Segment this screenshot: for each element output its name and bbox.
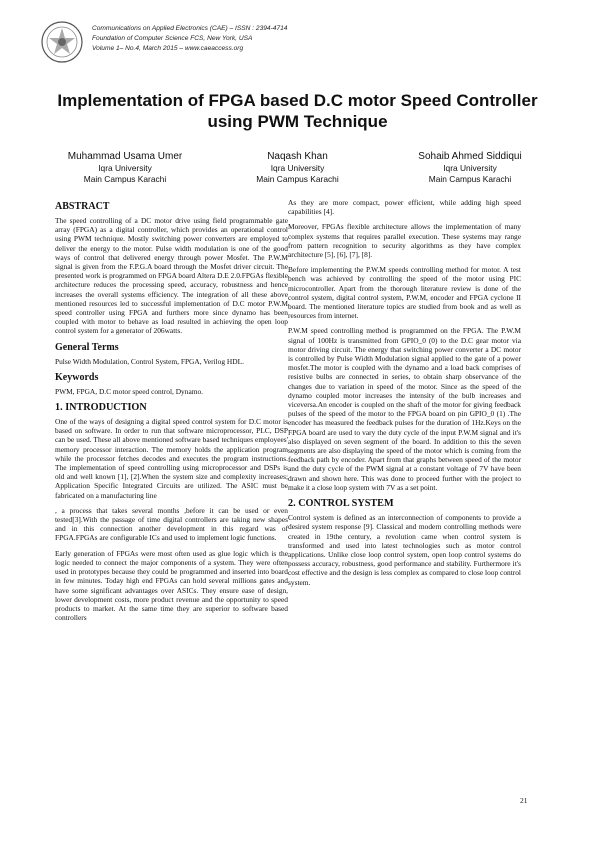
journal-line-2: Foundation of Computer Science FCS, New York, USA xyxy=(92,35,253,42)
author-1 xyxy=(40,151,210,185)
page-number: 21 xyxy=(520,796,528,805)
introduction-paragraph-1: One of the ways of designing a digital speed control system for D.C motor is based on software. In order to run that software microprocessor, PLC, DSP can be used. These all above mentioned software based techniques employees' memory processor interaction. The memory holds the application program while the processor fetches decodes and executes the program instructions. The implementation of speed controlling using microprocessor and DSPs is old and well known [1], [2].When the system size and complexity increases; Application Specific Integrated Circuits are utilized. The ASIC must be fabricated on a manufacturing line xyxy=(55,417,288,500)
paper-title: Implementation of FPGA based D.C motor Speed Controller using PWM Technique xyxy=(57,91,538,131)
abstract-heading: ABSTRACT xyxy=(55,201,110,212)
control-system-text: Control system is defined as an interconnection of components to provide a desired system response [9]. Classical and modern controlling methods were created in 19the century, a revolution came when control system is transformed and used into latest technologies such as motor control applications. Unlike close loop control system, open loop control systems do possess accuracy, robustness, good performance and stability. Furthermore it's cost effective and the design is less complex as compared to close loop control system. xyxy=(288,513,521,587)
left-column xyxy=(55,199,288,628)
right-paragraph-1: As they are more compact, power efficient, while adding high speed capabilities [4]. xyxy=(288,198,521,217)
author-campus: Main Campus Karachi xyxy=(428,174,512,184)
author-list xyxy=(40,151,555,185)
author-3 xyxy=(385,151,555,185)
keywords-text: PWM, FPGA, D.C motor speed control, Dynamo. xyxy=(55,386,204,396)
author-name: Naqash Khan xyxy=(267,151,328,162)
introduction-heading: 1. INTRODUCTION xyxy=(55,402,147,414)
journal-header xyxy=(40,20,440,72)
author-affiliation: Iqra University xyxy=(443,163,497,173)
author-name: Sohaib Ahmed Siddiqui xyxy=(418,151,522,162)
introduction-paragraph-2: , a process that takes several months ,before it can be used or even tested[3].With the passage of time digital controllers are taking new shapes and in this connection another development in this regard was of FPGA.FPGAs are configurable ICs and used to implement logic functions. xyxy=(55,505,288,543)
introduction-paragraph-3: Early generation of FPGAs were most often used as glue logic which is the logic needed to connect the major components of a system. They were often used in prototypes because they could be programmed and inserted into board in few minutes. Today high end FPGAs can hold several millions gates and have some significant advantages over ASICs. They ensure ease of design, lower development costs, more product revenue and the opportunity to speed products to market. At the same time they are superior to software based controllers xyxy=(55,548,288,623)
author-affiliation: Iqra University xyxy=(270,163,325,173)
author-campus: Main Campus Karachi xyxy=(256,174,339,184)
author-2 xyxy=(213,151,383,185)
control-system-heading: 2. CONTROL SYSTEM xyxy=(288,498,394,510)
journal-logo-icon xyxy=(40,20,84,64)
right-paragraph-2: Moreover, FPGAs flexible architecture allows the implementation of many complex systems that requires parallel execution. These systems may range from pattern recognition to security algorithms as they have complex architecture [5], [6], [7], [8]. xyxy=(288,222,521,260)
right-column xyxy=(288,198,521,593)
author-affiliation: Iqra University xyxy=(98,163,152,173)
journal-line-1: Communications on Applied Electronics (CAE) – ISSN : 2394-4714 xyxy=(92,25,288,32)
abstract-text: The speed controlling of a DC motor drive using field programmable gate array (FPGA) as a digital controller, which provides an operational control using PWM technique. Mostly switching power converters are employed to deliver the energy to the motor. Pulse width modulation is one of the good ways of control that delivered energy through power Mosfet. The P.W.M signal is given from the F.P.G.A board through the Mosfet driver circuit. The presented work is programmed on FPGA board Altera D.E 2.0.FPGAs flexible architecture reduces the processing speed, accuracy, robustness and hence increases the overall systems efficiency. The integration of all these above mentioned resources led to successful implementation of D.C motor P.W.M speed controller using FPGA and furthers more since dynamo has been coupled with motor to behave as load resulted in achieving the open loop control system for a generator of 206watts. xyxy=(55,216,288,336)
general-terms-text: Pulse Width Modulation, Control System, FPGA, Verilog HDL. xyxy=(55,356,244,366)
author-name: Muhammad Usama Umer xyxy=(67,151,183,162)
right-paragraph-4: P.W.M speed controlling method is programmed on the FPGA. The P.W.M signal of 100Hz is transmitted from GPIO_0 (0) to the D.C gear motor via motor driving circuit. The energy that switching power converter a DC motor is controlled by Pulse Width Modulation signal applied to the gate of a power mosfet.The motor is coupled with the dynamo and a load back comprises of resistive bulbs are connected in series, to obtain sharp observance of the changes due to variation in speed of the motor. Since as the speed of the dynamo coupled motor increases the intensity of the bulb increases and viceversa.An encoder is coupled on the shaft of the motor for giving feedback pulses of the speed of the motor to the FPGA board on pin GPIO_0 (1) .The encoder has measured the feedback pulses for the duration of 1Hz.Keys on the FPGA board are used to vary the duty cycle of the input P.W.M signal and it's also displayed on seven segment of the board. In addition to this the seven segments are also displaying the speed of the motor which is coming from the feedback path by encoder. Apart from that graphs between speed of the motor and the duty cycle of the PWM signal at a constant voltage of 7V have been drawn and shown here. This was done to proceed further with the project to make it a close loop system with 7V as a set point. xyxy=(288,326,521,492)
keywords-heading: Keywords xyxy=(55,371,99,383)
general-terms-heading: General Terms xyxy=(55,341,119,353)
right-paragraph-3: Before implementing the P.W.M speeds controlling method for motor. A test bench was achieved by controlling the speed of the motor using PIC microcontroller. Apart from the thorough literature review is done of the control system, digital control system, P.W.M, encoder and FPGA cyclone II board. The mentioned literature topics are studied from book and as well as resources from internet. xyxy=(288,265,521,321)
journal-line-3: Volume 1– No.4, March 2015 – www.caeaccess.org xyxy=(92,45,244,52)
author-campus: Main Campus Karachi xyxy=(83,174,167,184)
